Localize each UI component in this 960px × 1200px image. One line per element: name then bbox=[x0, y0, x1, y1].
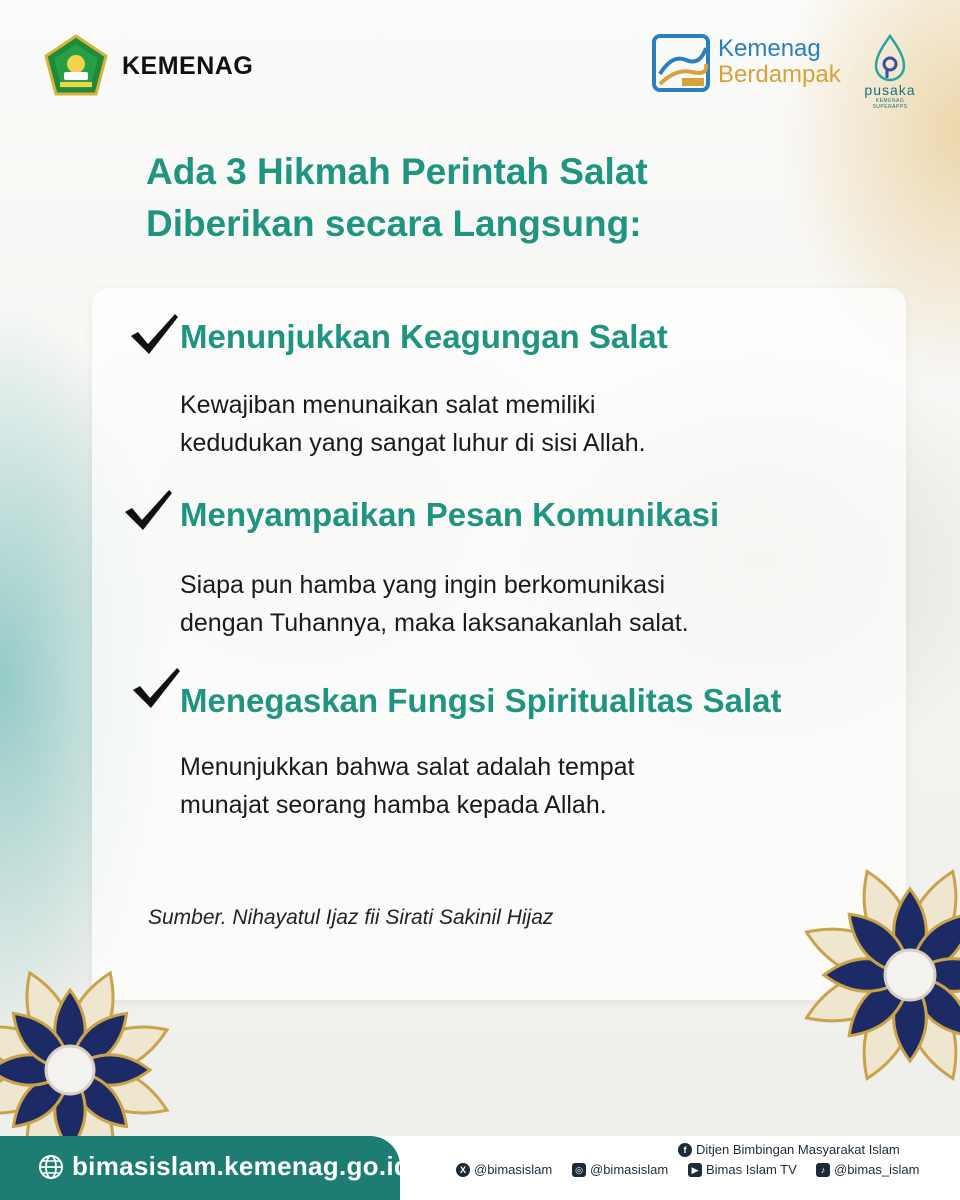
pusaka-logo bbox=[858, 34, 922, 110]
facebook-icon: f bbox=[678, 1143, 692, 1157]
point-description-line: Kewajiban menunaikan salat memiliki bbox=[180, 391, 596, 419]
point-description bbox=[180, 566, 880, 642]
point-title: Menunjukkan Keagungan Salat bbox=[180, 318, 668, 355]
kemenag-berdampak-logo-icon bbox=[652, 34, 710, 92]
youtube-handle: Bimas Islam TV bbox=[706, 1162, 797, 1177]
point-description bbox=[180, 748, 880, 824]
social-x[interactable] bbox=[456, 1162, 552, 1177]
point-description-line: Siapa pun hamba yang ingin berkomunikasi bbox=[180, 571, 666, 599]
content-card bbox=[92, 288, 906, 1000]
x-icon: X bbox=[456, 1163, 470, 1177]
checkmark-icon bbox=[122, 486, 174, 534]
point-title: Menyampaikan Pesan Komunikasi bbox=[180, 496, 720, 533]
social-facebook[interactable] bbox=[678, 1142, 900, 1157]
globe-icon bbox=[38, 1154, 64, 1180]
tiktok-icon: ♪ bbox=[816, 1163, 830, 1177]
header bbox=[0, 0, 960, 120]
point-description-line: munajat seorang hamba kepada Allah. bbox=[180, 791, 607, 819]
page-title bbox=[146, 146, 846, 250]
pusaka-name: pusaka bbox=[864, 82, 916, 98]
point-description-line: kedudukan yang sangat luhur di sisi Allah. bbox=[180, 429, 646, 457]
brand-name: KEMENAG bbox=[122, 52, 254, 80]
instagram-icon: ◎ bbox=[572, 1163, 586, 1177]
berdampak-line-1: Kemenag bbox=[718, 35, 821, 62]
pusaka-drop-icon bbox=[858, 34, 922, 82]
source-citation: Sumber. Nihayatul Ijaz fii Sirati Sakinil Hijaz bbox=[148, 906, 554, 929]
pusaka-subtitle: KEMENAG SUPERAPPS bbox=[872, 98, 908, 110]
point-title: Menegaskan Fungsi Spiritualitas Salat bbox=[180, 682, 782, 719]
social-youtube[interactable] bbox=[688, 1162, 797, 1177]
social-instagram[interactable] bbox=[572, 1162, 668, 1177]
flower-ornament-right-icon bbox=[795, 860, 960, 1090]
title-line-1: Ada 3 Hikmah Perintah Salat bbox=[146, 151, 648, 192]
title-line-2: Diberikan secara Langsung: bbox=[146, 203, 642, 244]
checkmark-icon bbox=[128, 310, 180, 358]
point-description bbox=[180, 386, 880, 462]
kemenag-emblem-icon bbox=[44, 34, 108, 98]
point-description-line: Menunjukkan bahwa salat adalah tempat bbox=[180, 753, 635, 781]
x-handle: @bimasislam bbox=[474, 1162, 553, 1177]
instagram-handle: @bimasislam bbox=[590, 1162, 669, 1177]
social-tiktok[interactable] bbox=[816, 1162, 919, 1177]
berdampak-line-2: Berdampak bbox=[718, 61, 841, 88]
youtube-icon: ▶ bbox=[688, 1163, 702, 1177]
website-link[interactable]: bimasislam.kemenag.go.id bbox=[72, 1151, 411, 1181]
point-description-line: dengan Tuhannya, maka laksanakanlah salat. bbox=[180, 609, 689, 637]
kemenag-berdampak-text bbox=[718, 36, 841, 88]
checkmark-icon bbox=[130, 664, 182, 712]
tiktok-handle: @bimas_islam bbox=[834, 1162, 920, 1177]
facebook-handle: Ditjen Bimbingan Masyarakat Islam bbox=[696, 1142, 900, 1157]
